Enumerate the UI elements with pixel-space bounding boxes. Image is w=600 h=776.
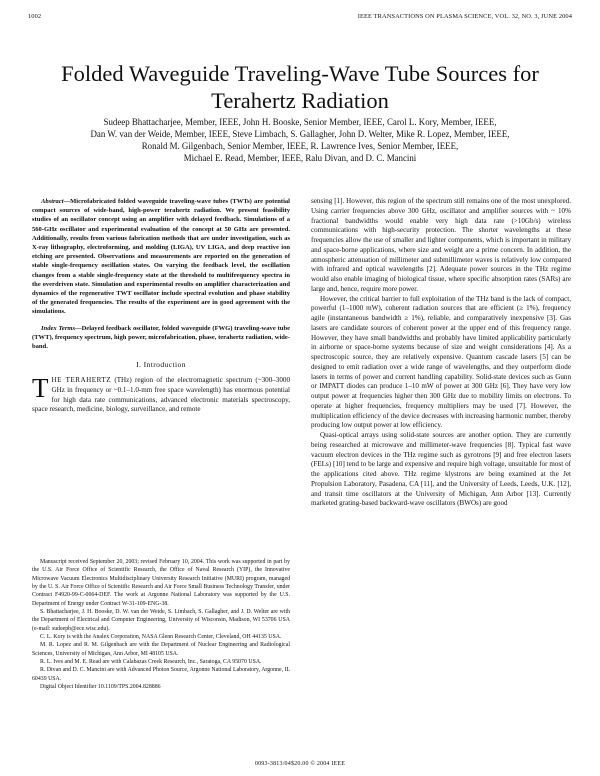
journal-info: IEEE TRANSACTIONS ON PLASMA SCIENCE, VOL. 32, NO. 3, JUNE 2004: [357, 13, 572, 20]
footnote: C. L. Kory is with the Analex Corporation, NASA Glenn Research Center, Cleveland, OH 44135 USA.: [40, 634, 282, 641]
abstract-label: Abstract: [41, 198, 64, 205]
footnotes: [32, 558, 290, 692]
section-heading: I. Introduction: [136, 360, 186, 370]
intro-paragraph: [32, 373, 290, 415]
index-terms-text: —Delayed feedback oscillator, folded waveguide (FWG) traveling-wave tube (TWT), frequency spectrum, high power, microfabrication, phase, terahertz radiation, wide-band.: [32, 324, 290, 351]
left-column: [32, 197, 290, 415]
footnote: R. L. Ives and M. E. Read are with Calabazas Creek Research, Inc., Saratoga, CA 95070 USA.: [40, 659, 262, 666]
footnote: R. Divan and D. C. Mancini are with Advanced Photon Source, Argonne National Laboratory, Argonne, IL 60439 USA.: [32, 667, 290, 682]
body-paragraph: However, the critical barrier to full exploitation of the THz band is the lack of compact, powerful (1–1000 mW), coherent radiation sources that are efficient (≥ 1%), frequency agile (instantaneous bandwidth ≥ 1%), reliable, and comparatively inexpensive [3]. Gas lasers are candidate sources of coherent power at the upper end of this frequency range. However, they have small bandwidths and probably have limited applicability particularly in airborne or space-borne systems because of size and weight considerations [4]. As a spectroscopic source, they are relatively expensive. Quantum cascade lasers [5] can be designed to emit radiation over a wide range of wavelengths, and they outperform diode lasers in terms of power and current handling capability. Solid-state devices such as Gunn or IMPATT diodes can produce 1–10 mW of power at 300 GHz [6]. They have very low output power at frequencies higher then 300 GHz due to mobility limits on electrons. To operate at higher frequencies, frequency multipliers may be used [7]. However, the multiplication efficiency of the device decreases with increasing harmonic number, thereby producing low output power at low efficiency.: [311, 294, 571, 430]
copyright-line: 0093-3813/04$20.00 © 2004 IEEE: [254, 761, 346, 767]
index-terms-label: Index Terms: [41, 324, 76, 332]
author-line: Sudeep Bhattacharjee, Member, IEEE, John H. Booske, Senior Member, IEEE, Carol L. Kory, Member, IEEE,: [103, 117, 497, 127]
footnote: S. Bhattacharjee, J. H. Booske, D. W. van der Weide, S. Limbach, S. Gallagher, and J. D. Welter are with the Department of Electrical and Computer Engineering, University of Wisconsin, Madison, WI 53706 USA (e-mail: sudeepb@ece.wisc.edu).: [32, 609, 290, 632]
author-line: Ronald M. Gilgenbach, Senior Member, IEEE, R. Lawrence Ives, Senior Member, IEEE,: [141, 141, 459, 151]
page-number: 1002: [28, 13, 42, 20]
footnote: M. R. Lopez and R. M. Gilgenbach are with the Department of Nuclear Engineering and Radiological Sciences, University of Michigan, Ann Arbor, MI 48105 USA.: [32, 642, 290, 657]
abstract: [32, 197, 290, 317]
footnote: Digital Object Identifier 10.1109/TPS.2004.828886: [40, 684, 161, 691]
paper-title: Folded Waveguide Traveling-Wave Tube Sources for Terahertz Radiation: [61, 61, 539, 113]
running-head: [28, 13, 572, 23]
intro-lead: HE TERAHERTZ: [51, 376, 112, 384]
author-list: [25, 116, 575, 164]
author-line: Dan W. van der Weide, Member, IEEE, Steve Limbach, S. Gallagher, John D. Welter, Mike R. Lopez, Member, IEEE,: [90, 129, 510, 139]
author-line: Michael E. Read, Member, IEEE, Ralu Divan, and D. C. Mancini: [183, 153, 417, 163]
drop-cap: T: [32, 373, 49, 403]
intro-text: (THz) region of the electromagnetic spectrum (~300–3000 GHz in frequency or ~0.1–1.0-mm free space wavelength) has enormous potential for high data rate communications, advanced electronic materials spectroscopy, space research, medicine, biology, surveillance, and remote: [32, 376, 290, 414]
body-paragraph: Quasi-optical arrays using solid-state sources are another option. They are currently being researched at microwave and millimeter-wave frequencies [8]. Typical fast wave vacuum electron devices in the THz regime such as gyrotrons [9] and free electron lasers (FELs) [10] tend to be large and expensive and require high voltage, unsuitable for most of the applications cited above. THz regime klystrons are being examined at the Jet Propulsion Laboratory, Pasadena, CA [11], and the University of Leeds, Leeds, U.K. [12], and transit time oscillators at the University of Michigan, Ann Arbor [13]. Currently marketed grating-based backward-wave oscillators (BWOs) are good: [311, 431, 571, 508]
abstract-text: —Microfabricated folded waveguide traveling-wave tubes (TWTs) are potential compact sources of wide-band, high-power terahertz radiation. We present feasibility studies of an oscillator concept using an amplifier with delayed feedback. Simulations of a 560-GHz oscillator and experimental evaluation of the concept at 50 GHz are presented. Additionally, results from various fabrication methods that are under investigation, such as X-ray lithography, electroforming, and molding (LIGA), UV LIGA, and deep reactive ion etching are presented. Observations and measurements are reported on the generation of stable single-frequency oscillation states. On varying the feedback level, the oscillation changes from a stable single-frequency state at the threshold to multifrequency spectra in the overdriven state. Simulation and experimental results on amplifier characterization and dynamics of the regenerative TWT oscillator include spectral evolution and phase stability of the generated frequencies. The results of the experiment are in good agreement with the simulations.: [32, 198, 290, 316]
body-paragraph: sensing [1]. However, this region of the spectrum still remains one of the most unexplored. Using carrier frequencies above 300 GHz, oscillator and amplifier sources with ~ 10% fractional bandwidths would enable very high data rate (>10Gb/s) wireless communications with high-security protection. The shorter wavelengths at these frequencies allow the use of smaller and lighter components, which is important in military and space-borne applications, where size and weight are a prime concern. In addition, the atmospheric attenuation of millimeter and submillimeter waves is relatively low compared with infrared and optical wavelengths [2]. Adequate power sources in the THz regime would also enable imaging of biological tissue, where specific absorption rates (SARs) are large and, hence, require more power.: [311, 197, 571, 293]
footnote: Manuscript received September 20, 2003; revised February 10, 2004. This work was supported in part by the U.S. Air Force Office of Scientific Research, the Office of Naval Research (YIP), the Innovative Microwave Vacuum Electronics Multidisciplinary University Research Initiative (MURI) program, managed by the U. S. Air Force Office of Scientific Research and Air Force Small Business Technology Transfer, under Contract F4920-99-C-0064-DEF. The work at Argonne National Laboratory was supported by the U.S. Department of Energy under Contract W-31-109-ENG-38.: [32, 559, 290, 607]
right-column: [311, 197, 571, 509]
index-terms: [32, 324, 290, 352]
